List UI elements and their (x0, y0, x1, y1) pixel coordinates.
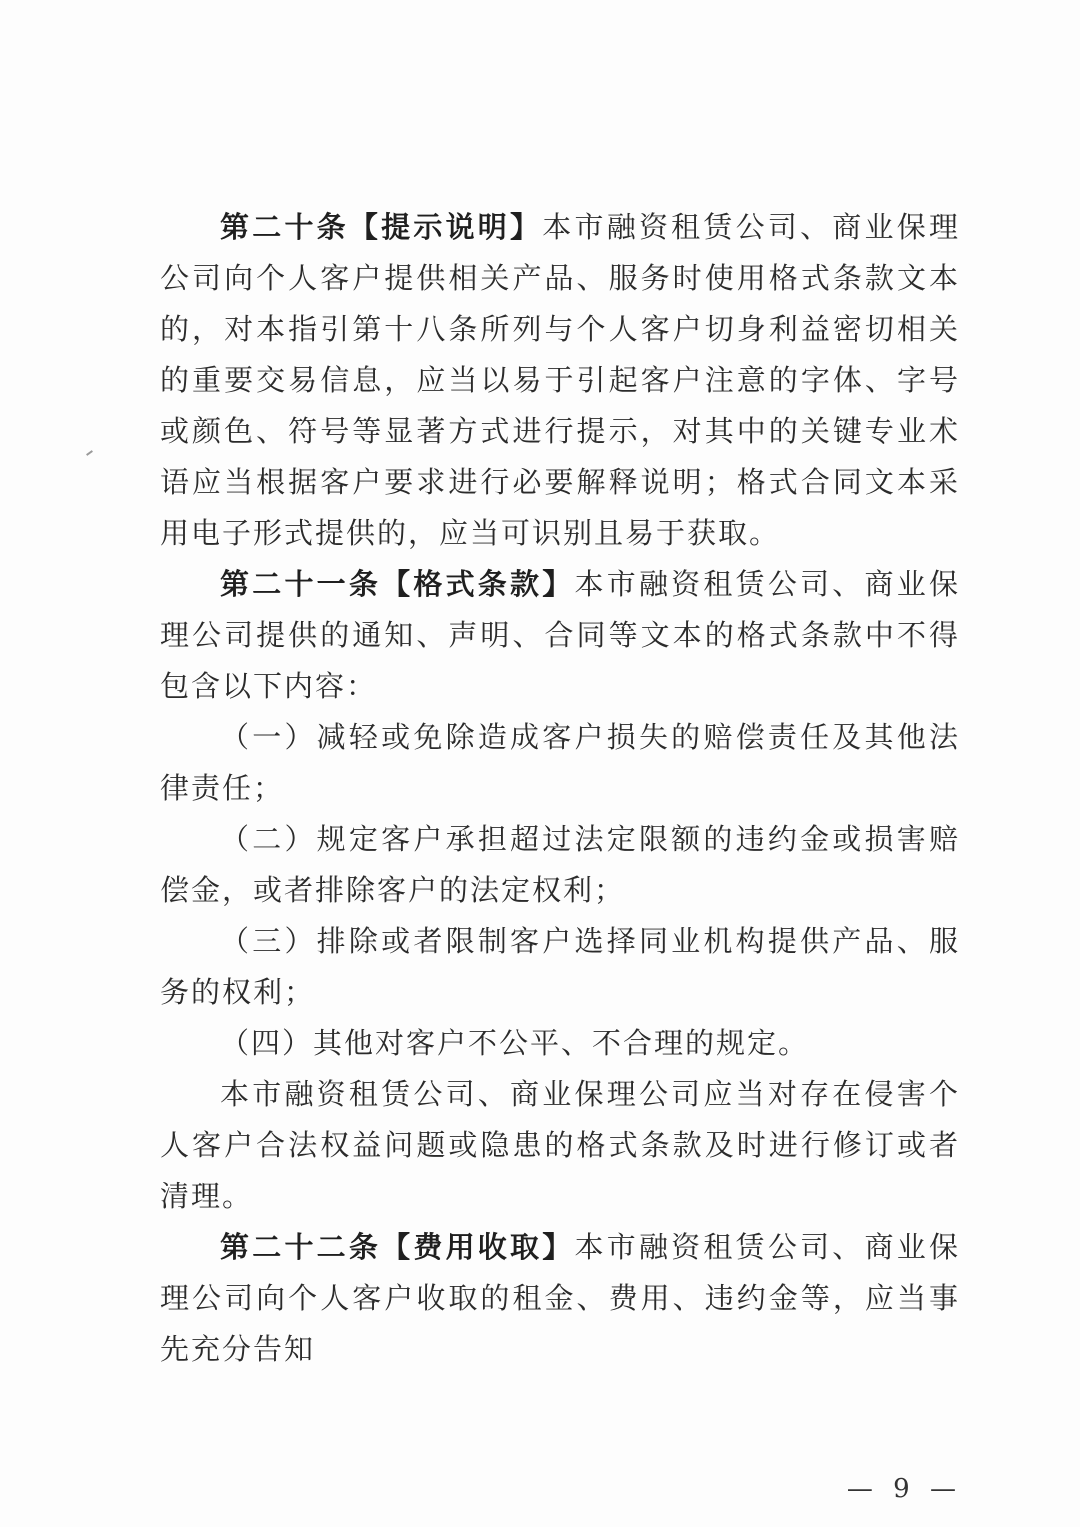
page-number: — 9 — (846, 1474, 962, 1504)
article-20-text: 本市融资租赁公司、商业保理公司向个人客户提供相关产品、服务时使用格式条款文本的，对本指引第十八条所列与个人客户切身利益密切相关的重要交易信息，应当以易于引起客户注意的字体、字号或颜色、符号等显著方式进行提示，对其中的关键专业术语应当根据客户要求进行必要解释说明；格式合同文本采用电子形式提供的，应当可识别且易于获取。 (160, 210, 960, 550)
article-21-item-3-text: （三）排除或者限制客户选择同业机构提供产品、服务的权利； (160, 924, 960, 1009)
article-22-title: 第二十二条【费用收取】 (220, 1230, 575, 1264)
article-21-closing-paragraph (160, 1069, 960, 1222)
article-22-text: 本市融资租赁公司、商业保理公司向个人客户收取的租金、费用、违约金等，应当事先充分告知 (160, 1230, 960, 1366)
article-21-item-2 (160, 814, 960, 916)
article-20-title: 第二十条【提示说明】 (220, 210, 543, 244)
scan-mark (86, 450, 93, 456)
article-22-paragraph (160, 1222, 960, 1375)
document-body (160, 202, 960, 1375)
article-20-paragraph (160, 202, 960, 559)
article-21-text: 本市融资租赁公司、商业保理公司提供的通知、声明、合同等文本的格式条款中不得包含以下内容： (160, 567, 960, 703)
article-21-closing-text: 本市融资租赁公司、商业保理公司应当对存在侵害个人客户合法权益问题或隐患的格式条款及时进行修订或者清理。 (160, 1077, 960, 1213)
article-21-paragraph (160, 559, 960, 712)
article-21-item-3 (160, 916, 960, 1018)
article-21-item-2-text: （二）规定客户承担超过法定限额的违约金或损害赔偿金，或者排除客户的法定权利； (160, 822, 960, 907)
article-21-title: 第二十一条【格式条款】 (220, 567, 575, 601)
article-21-item-1 (160, 712, 960, 814)
article-21-item-4-text: （四）其他对客户不公平、不合理的规定。 (220, 1026, 810, 1060)
article-21-item-1-text: （一）减轻或免除造成客户损失的赔偿责任及其他法律责任； (160, 720, 960, 805)
article-21-item-4 (160, 1018, 960, 1069)
